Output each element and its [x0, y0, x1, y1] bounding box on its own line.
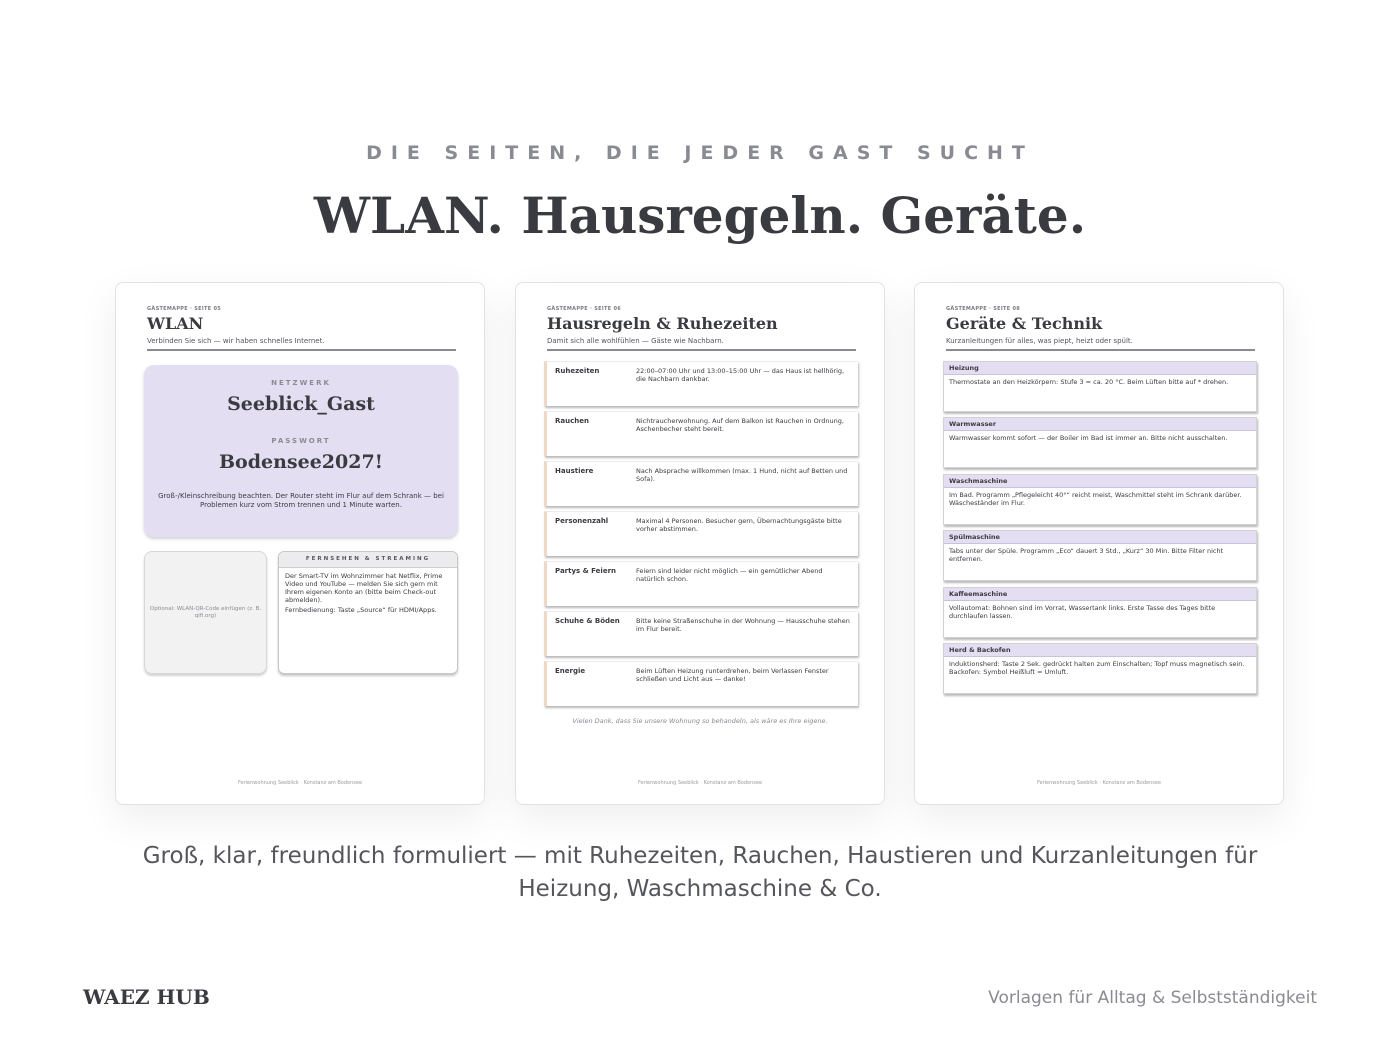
device-text: Im Bad. Programm „Pflegeleicht 40°“ reicht meist, Waschmittel steht im Schrank darüber. Wäscheständer im Flur.: [949, 491, 1242, 507]
rule-label: Rauchen: [555, 417, 589, 425]
page-title: Hausregeln & Ruhezeiten: [547, 314, 778, 333]
rule-row: [544, 461, 858, 506]
page-title: Geräte & Technik: [946, 314, 1103, 333]
page-footer: Ferienwohnung Seeblick · Konstanz am Bodensee: [637, 780, 763, 786]
device-card: [943, 587, 1257, 638]
brand-tagline: Vorlagen für Alltag & Selbstständigkeit: [988, 988, 1317, 1008]
rule-text: Nichtraucherwohnung. Auf dem Balkon ist Rauchen in Ordnung, Aschenbecher steht bereit.: [636, 417, 844, 433]
remote-text: Fernbedienung: Taste „Source“ für HDMI/Apps.: [285, 606, 437, 614]
rule-label: Ruhezeiten: [555, 367, 600, 375]
rule-row: [544, 411, 858, 456]
device-label: Warmwasser: [944, 418, 1256, 431]
rule-label: Partys & Feiern: [555, 567, 617, 575]
device-label: Kaffeemaschine: [944, 588, 1256, 601]
page-eyebrow: GÄSTEMAPPE · SEITE 05: [147, 306, 222, 312]
rule-text: 22:00–07:00 Uhr und 13:00–15:00 Uhr — das Haus ist hellhörig, die Nachbarn dankbar.: [636, 367, 845, 383]
rule-text: Feiern sind leider nicht möglich — ein gemütlicher Abend natürlich schon.: [636, 567, 823, 583]
device-text: Warmwasser kommt sofort — der Boiler im Bad ist immer an. Bitte nicht ausschalten.: [949, 434, 1228, 442]
tv-streaming-card: [278, 551, 458, 674]
page-footer: Ferienwohnung Seeblick · Konstanz am Bodensee: [1036, 780, 1162, 786]
rule-label: Personenzahl: [555, 517, 609, 525]
rule-text: Bitte keine Straßenschuhe in der Wohnung — Hausschuhe stehen im Flur bereit.: [636, 617, 850, 633]
password-label: PASSWORT: [271, 437, 331, 445]
section-title: WLAN. Hausregeln. Geräte.: [313, 186, 1087, 245]
rule-row: [544, 661, 858, 706]
page-subtitle: Verbinden Sie sich — wir haben schnelles Internet.: [147, 337, 325, 345]
tv-heading: FERNSEHEN & STREAMING: [279, 552, 457, 568]
router-note: Groß-/Kleinschreibung beachten. Der Router steht im Flur auf dem Schrank — bei Problemen kurz vom Strom trennen und 1 Minute warten.: [158, 492, 444, 509]
device-card: [943, 530, 1257, 581]
rule-text: Beim Lüften Heizung runterdrehen, beim Verlassen Fenster schließen und Licht aus — danke!: [636, 667, 829, 683]
device-text: Tabs unter der Spüle. Programm „Eco“ dauert 3 Std., „Kurz“ 30 Min. Bitte Filter nicht entfernen.: [949, 547, 1224, 563]
device-label: Heizung: [944, 362, 1256, 375]
qr-code-placeholder: [144, 551, 267, 674]
caption-text: Groß, klar, freundlich formuliert — mit Ruhezeiten, Rauchen, Haustieren und Kurzanleitungen für Heizung, Waschmaschine & Co.: [142, 843, 1258, 902]
page-eyebrow: GÄSTEMAPPE · SEITE 06: [547, 306, 622, 312]
tv-text: Der Smart-TV im Wohnzimmer hat Netflix, Prime Video und YouTube — melden Sie sich gern mit Ihrem eigenen Konto an (bitte beim Check-out abmelden).: [285, 572, 443, 604]
device-card: [943, 361, 1257, 412]
page-title: WLAN: [147, 314, 204, 333]
device-card: [943, 474, 1257, 525]
device-text: Induktionsherd: Taste 2 Sek. gedrückt halten zum Einschalten; Topf muss magnetisch sein. Backofen: Symbol Heißluft = Umluft.: [949, 660, 1245, 676]
rule-label: Haustiere: [555, 467, 594, 475]
rule-row: [544, 511, 858, 556]
page-subtitle: Damit sich alle wohlfühlen — Gäste wie Nachbarn.: [547, 337, 724, 345]
brand-logo-text: WAEZ HUB: [83, 985, 210, 1009]
device-label: Herd & Backofen: [944, 644, 1256, 657]
device-card: [943, 643, 1257, 694]
device-label: Waschmaschine: [944, 475, 1256, 488]
rule-text: Maximal 4 Personen. Besucher gern, Übernachtungsgäste bitte vorher abstimmen.: [636, 517, 842, 533]
rule-row: [544, 361, 858, 406]
rule-row: [544, 561, 858, 606]
network-name: Seeblick_Gast: [227, 393, 375, 415]
qr-placeholder-text: Optional: WLAN-QR-Code einfügen (z. B. qifi.org): [149, 606, 262, 619]
closing-note: Vielen Dank, dass Sie unsere Wohnung so behandeln, als wäre es Ihre eigene.: [572, 717, 828, 725]
section-eyebrow: DIE SEITEN, DIE JEDER GAST SUCHT: [366, 142, 1034, 164]
page-subtitle: Kurzanleitungen für alles, was piept, heizt oder spült.: [946, 337, 1133, 345]
device-label: Spülmaschine: [944, 531, 1256, 544]
title-divider: [946, 349, 1255, 351]
device-text: Vollautomat: Bohnen sind im Vorrat, Wassertank links. Erste Tasse des Tages bitte durchlaufen lassen.: [949, 604, 1216, 620]
page-preview-devices: [914, 282, 1284, 805]
wifi-credentials-card: [144, 365, 458, 537]
rule-row: [544, 611, 858, 656]
page-footer: Ferienwohnung Seeblick · Konstanz am Bodensee: [237, 780, 363, 786]
password-value: Bodensee2027!: [218, 451, 383, 473]
rule-label: Schuhe & Böden: [555, 617, 620, 625]
page-preview-wlan: [115, 282, 485, 805]
rule-label: Energie: [555, 667, 586, 675]
page-eyebrow: GÄSTEMAPPE · SEITE 08: [946, 306, 1021, 312]
title-divider: [547, 349, 856, 351]
title-divider: [147, 349, 456, 351]
network-label: NETZWERK: [271, 379, 331, 387]
rule-text: Nach Absprache willkommen (max. 1 Hund, nicht auf Betten und Sofa).: [636, 467, 848, 483]
device-card: [943, 417, 1257, 468]
page-preview-house-rules: [515, 282, 885, 805]
device-text: Thermostate an den Heizkörpern: Stufe 3 = ca. 20 °C. Beim Lüften bitte auf * drehen.: [949, 378, 1229, 386]
